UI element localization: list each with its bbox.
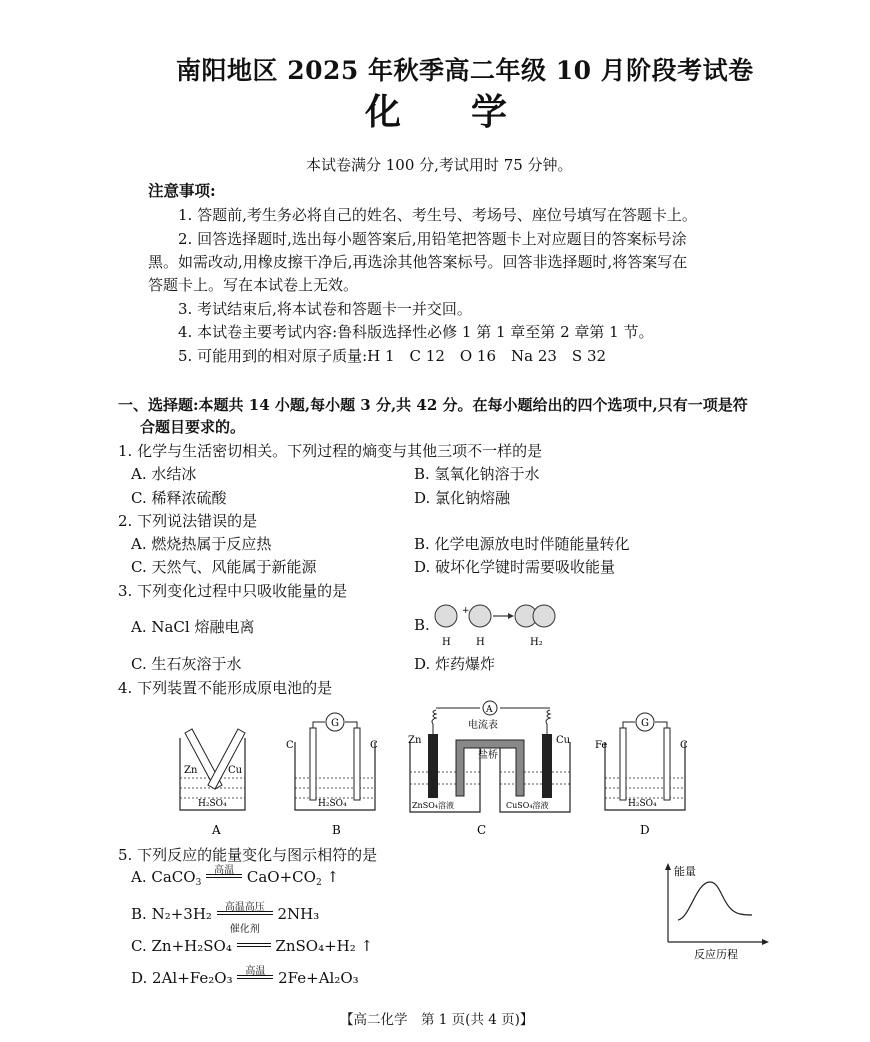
reaction-condition: 高温 — [214, 865, 235, 876]
q5-option-d — [131, 966, 359, 987]
atom-label: H — [442, 637, 451, 648]
c-electrode — [310, 728, 316, 800]
equation-lhs: 2Al+Fe₂O₃ — [152, 969, 233, 987]
gas-arrow-icon: ↑ — [360, 937, 374, 955]
y-axis-label: 能量 — [674, 865, 696, 878]
q5-option-c — [131, 937, 373, 955]
subscript: 2 — [315, 878, 322, 888]
solution-label: CuSO₄溶液 — [506, 801, 549, 810]
apparatus-label: A — [212, 823, 221, 837]
q3-option-c: C. 生石灰溶于水 — [131, 655, 242, 673]
apparatus-c — [408, 701, 571, 837]
cu-electrode — [542, 734, 552, 798]
electrode-label: Fe — [595, 740, 608, 751]
q2-stem: 2. 下列说法错误的是 — [118, 512, 258, 530]
x-axis-label: 反应历程 — [694, 948, 738, 961]
option-letter: A. — [131, 868, 147, 886]
x-axis-arrow-icon — [762, 939, 769, 945]
notice-item: 答题卡上。写在本试卷上无效。 — [148, 276, 359, 294]
h-atom — [435, 605, 457, 627]
q1-option-c: C. 稀释浓硫酸 — [131, 489, 227, 507]
gas-arrow-icon: ↑ — [326, 868, 340, 886]
molecule-label: H₂ — [530, 637, 543, 648]
apparatus-label: C — [477, 823, 487, 837]
electrode-label: Zn — [408, 735, 422, 746]
q3-option-d: D. 炸药爆炸 — [414, 655, 496, 673]
q1-option-a: A. 水结冰 — [131, 465, 197, 483]
reaction-catalyst: 催化剂 — [229, 924, 260, 935]
electrode-label: C — [680, 740, 688, 751]
apparatus-a — [180, 729, 245, 837]
q1-option-b: B. 氢氧化钠溶于水 — [414, 465, 540, 483]
solution-label: H₂SO₄ — [628, 799, 657, 809]
electrode-label: C — [370, 740, 378, 751]
solution-label: H₂SO₄ — [198, 799, 227, 809]
q2-option-d: D. 破坏化学键时需要吸收能量 — [414, 558, 616, 576]
electrode-label: Cu — [556, 735, 571, 746]
notice-item: 3. 考试结束后,将本试卷和答题卡一并交回。 — [178, 300, 472, 318]
c-electrode — [664, 728, 670, 800]
h2-molecule-atom — [533, 605, 555, 627]
q4-stem: 4. 下列装置不能形成原电池的是 — [118, 679, 333, 697]
salt-bridge — [456, 740, 524, 796]
subscript: 3 — [195, 878, 202, 888]
exam-title: 南阳地区 2025 年秋季高二年级 10 月阶段考试卷 — [176, 56, 754, 85]
q5-option-a — [131, 865, 340, 888]
bridge-label: 盐桥 — [478, 750, 498, 761]
q2-option-c: C. 天然气、风能属于新能源 — [131, 558, 317, 576]
q3-option-a: A. NaCl 熔融电离 — [131, 618, 255, 636]
zn-electrode — [428, 734, 438, 798]
apparatus-label: D — [640, 823, 650, 837]
q5-option-b — [131, 902, 320, 935]
apparatus-label: B — [332, 823, 341, 837]
q1-option-d: D. 氯化钠熔融 — [414, 489, 511, 507]
electrode-label: Zn — [184, 765, 198, 776]
option-letter: B. — [131, 905, 147, 923]
meter-label: G — [641, 718, 649, 729]
meter-name: 电流表 — [468, 720, 498, 731]
notice-heading: 注意事项: — [148, 181, 216, 200]
notice-item: 黑。如需改动,用橡皮擦干净后,再选涂其他答案标号。回答非选择题时,将答案写在 — [148, 253, 688, 271]
q2-option-b: B. 化学电源放电时伴随能量转化 — [414, 535, 630, 553]
option-letter: D. — [131, 969, 148, 987]
notice-item: 5. 可能用到的相对原子质量:H 1 C 12 O 16 Na 23 S 32 — [178, 347, 607, 365]
fe-electrode — [620, 728, 626, 800]
q3-atoms-diagram — [428, 600, 568, 650]
notice-item: 4. 本试卷主要考试内容:鲁科版选择性必修 1 第 1 章至第 2 章第 1 节。 — [178, 323, 654, 341]
meter-label: A — [486, 705, 493, 715]
q5-stem: 5. 下列反应的能量变化与图示相符的是 — [118, 846, 378, 864]
reaction-arrow — [237, 946, 271, 951]
energy-curve — [678, 882, 752, 920]
section-heading-cont: 合题目要求的。 — [140, 418, 246, 436]
y-axis-arrow-icon — [665, 863, 671, 870]
q1-stem: 1. 化学与生活密切相关。下列过程的熵变与其他三项不一样的是 — [118, 442, 543, 460]
atom-label: H — [476, 637, 485, 648]
solution-label: H₂SO₄ — [318, 799, 347, 809]
equation-lhs: CaCO — [151, 868, 196, 886]
q2-option-a: A. 燃烧热属于反应热 — [131, 535, 272, 553]
reaction-arrow — [237, 966, 273, 983]
electrode-label: C — [286, 740, 294, 751]
q3-option-b: B. — [414, 616, 430, 634]
cu-plate — [208, 729, 245, 789]
equation-lhs: N₂+3H₂ — [151, 905, 212, 923]
reaction-arrow — [217, 902, 273, 935]
reaction-condition: 高温 — [245, 966, 266, 977]
q4-apparatus-diagrams — [160, 700, 720, 840]
score-line: 本试卷满分 100 分,考试用时 75 分钟。 — [306, 156, 573, 174]
arrowhead-icon — [508, 613, 514, 619]
energy-diagram — [660, 862, 770, 962]
reaction-condition: 高温高压 — [224, 902, 265, 913]
reaction-arrow — [206, 865, 242, 882]
q3-stem: 3. 下列变化过程中只吸收能量的是 — [118, 582, 348, 600]
apparatus-d — [595, 713, 688, 837]
electrode-label: Cu — [228, 765, 243, 776]
apparatus-b — [286, 713, 378, 837]
option-letter: C. — [131, 937, 147, 955]
solution-label: ZnSO₄溶液 — [412, 801, 454, 810]
section-heading: 一、选择题:本题共 14 小题,每小题 3 分,共 42 分。在每小题给出的四个选项中,只有一项是符 — [118, 396, 748, 414]
plus-sign: + — [462, 606, 470, 616]
meter-label: G — [331, 718, 339, 729]
equation-rhs: 2NH₃ — [277, 905, 320, 923]
equation-rhs: CaO+CO — [246, 868, 316, 886]
notice-item: 1. 答题前,考生务必将自己的姓名、考生号、考场号、座位号填写在答题卡上。 — [178, 206, 697, 224]
equation-lhs: Zn+H₂SO₄ — [151, 937, 232, 955]
c-electrode — [354, 728, 360, 800]
page-footer: 【高二化学 第 1 页(共 4 页)】 — [340, 1012, 534, 1028]
notice-item: 2. 回答选择题时,选出每小题答案后,用铅笔把答题卡上对应题目的答案标号涂 — [178, 230, 687, 248]
h-atom — [469, 605, 491, 627]
subject-title: 化学 — [365, 91, 578, 133]
equation-rhs: ZnSO₄+H₂ — [275, 937, 356, 955]
equation-rhs: 2Fe+Al₂O₃ — [278, 969, 359, 987]
